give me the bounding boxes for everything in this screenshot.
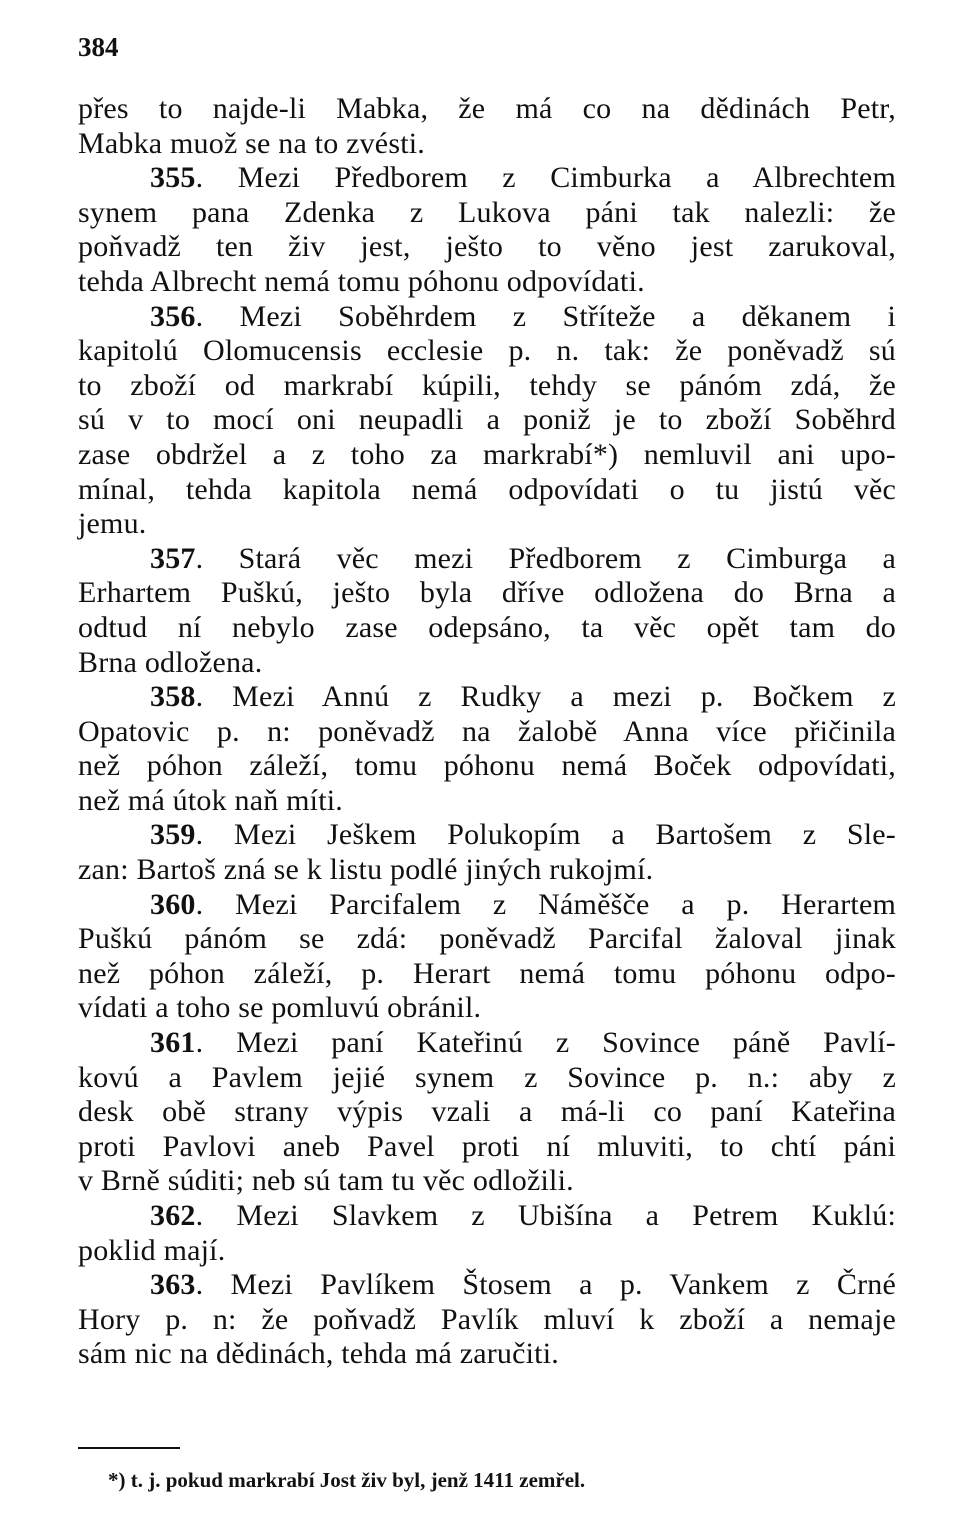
paragraph-number: 358 — [150, 680, 196, 714]
paragraph-360 — [78, 888, 896, 1026]
line-text: sám nic na dědinách, tehda má zaručiti. — [78, 1337, 559, 1371]
text-line: 356. Mezi Soběhrdem z Stříteže a děkanem i — [150, 299, 896, 333]
text-line — [78, 92, 896, 127]
line-text: Mabka muož se na to zvésti. — [78, 126, 425, 160]
paragraph-359 — [78, 818, 896, 887]
line-text: Stará věc mezi Předborem z Cimburga a — [238, 541, 896, 575]
line-text: jemu. — [78, 507, 147, 541]
paragraph-number: 360 — [150, 887, 196, 921]
line-text: Mezi Annú z Rudky a mezi p. Bočkem z — [232, 680, 896, 714]
line-text: Mezi Předborem z Cimburka a Albrechtem — [237, 161, 896, 195]
page-number: 384 — [78, 32, 119, 62]
text-line — [78, 1303, 896, 1338]
line-text: poňvadž ten živ jest, ješto to věno jest zarukoval, — [78, 230, 896, 264]
text-line — [78, 853, 896, 888]
line-text: desk obě strany výpis vzali a má-li co paní Kateřina — [78, 1095, 896, 1129]
line-text: tehda Albrecht nemá tomu póhonu odpovídati. — [78, 264, 645, 298]
paragraph-363 — [78, 1268, 896, 1372]
line-text: v Brně súditi; neb sú tam tu věc odložili. — [78, 1164, 574, 1198]
text-line — [78, 646, 896, 681]
footnote: *) t. j. pokud markrabí Jost živ byl, jenž 1411 zemřel. — [108, 1468, 586, 1492]
line-text: Erhartem Puškú, ješto byla dříve odložena do Brna a — [78, 576, 896, 610]
line-text: než póhon záleží, p. Herart nemá tomu póhonu odpo- — [78, 956, 896, 990]
line-text: než póhon záleží, tomu póhonu nemá Boček odpovídati, — [78, 749, 896, 783]
line-text: Hory p. n: že poňvadž Pavlík mluví k zboží a nemaje — [78, 1302, 896, 1336]
text-line — [78, 611, 896, 646]
line-text: synem pana Zdenka z Lukova páni tak nalezli: že — [78, 195, 896, 229]
text-line — [78, 1130, 896, 1165]
line-text: Mezi Slavkem z Ubišína a Petrem Kuklú: — [236, 1199, 896, 1232]
text-line: 359. Mezi Ješkem Polukopím a Bartošem z Sle- — [150, 818, 896, 852]
paragraph-number: 359 — [150, 818, 196, 852]
text-line: 355. Mezi Předborem z Cimburka a Albrechtem — [150, 161, 896, 195]
paragraph-number: 362 — [150, 1199, 196, 1232]
paragraph-continuation — [78, 92, 896, 161]
paragraph-358 — [78, 680, 896, 818]
text-line: 363. Mezi Pavlíkem Štosem a p. Vankem z Črné — [150, 1268, 896, 1302]
line-text: kovú a Pavlem jejié synem z Sovince p. n.: aby z — [78, 1060, 896, 1094]
line-text: zan: Bartoš zná se k listu podlé jiných rukojmí. — [78, 853, 654, 887]
paragraph-362 — [78, 1199, 896, 1268]
text-line: 362. Mezi Slavkem z Ubišína a Petrem Kuklú: — [150, 1199, 896, 1232]
text-line — [78, 576, 896, 611]
line-text: sú v to mocí oni neupadli a poniž je to zboží Soběhrd — [78, 403, 896, 437]
line-text: Mezi paní Kateřinú z Sovince páně Pavlí- — [236, 1026, 896, 1060]
paragraph-number: 363 — [150, 1268, 196, 1302]
text-line — [78, 265, 896, 300]
text-line — [78, 507, 896, 542]
paragraph-355 — [78, 161, 896, 299]
text-line — [78, 957, 896, 992]
text-line — [78, 1061, 896, 1096]
text-line — [78, 438, 896, 473]
line-text: Opatovic p. n: poněvadž na žalobě Anna více přičinila — [78, 714, 896, 748]
footnote-divider — [78, 1447, 180, 1449]
line-text: proti Pavlovi aneb Pavel proti ní mluviti, to chtí páni — [78, 1129, 896, 1163]
text-line — [78, 369, 896, 404]
text-line: 361. Mezi paní Kateřinú z Sovince páně Pavlí- — [150, 1026, 896, 1060]
line-text: než má útok naň míti. — [78, 783, 343, 817]
paragraph-number: 356 — [150, 299, 196, 333]
line-text: Brna odložena. — [78, 645, 263, 679]
line-text: Mezi Parcifalem z Náměšče a p. Herartem — [235, 887, 897, 921]
line-text: přes to najde-li Mabka, že má co na dědinách Petr, — [78, 92, 896, 125]
text-line — [78, 230, 896, 265]
text-line: 358. Mezi Annú z Rudky a mezi p. Bočkem z — [150, 680, 896, 714]
text-line — [78, 1337, 896, 1372]
line-text: mínal, tehda kapitola nemá odpovídati o tu jistú věc — [78, 472, 896, 506]
text-line — [78, 784, 896, 819]
text-line — [78, 334, 896, 369]
text-line — [78, 1234, 896, 1269]
paragraph-number: 361 — [150, 1026, 196, 1060]
text-line — [78, 127, 896, 162]
line-text: to zboží od markrabí kúpili, tehdy se pánóm zdá, že — [78, 368, 896, 402]
text-line: 360. Mezi Parcifalem z Náměšče a p. Herartem — [150, 887, 897, 921]
line-text: Mezi Ješkem Polukopím a Bartošem z Sle- — [233, 818, 896, 852]
paragraph-number: 355 — [150, 161, 196, 195]
paragraph-356 — [78, 300, 896, 542]
text-line — [78, 922, 896, 957]
line-text: zase obdržel a z toho za markrabí*) nemluvil ani upo- — [78, 437, 896, 471]
text-line — [78, 1095, 896, 1130]
line-text: vídati a toho se pomluvú obránil. — [78, 991, 482, 1025]
line-text: Puškú pánóm se zdá: poněvadž Parcifal žaloval jinak — [78, 922, 896, 956]
text-line — [78, 1164, 896, 1199]
line-text: kapitolú Olomucensis ecclesie p. n. tak: že poněvadž sú — [78, 334, 896, 368]
line-text: odtud ní nebylo zase odepsáno, ta věc opět tam do — [78, 610, 896, 644]
text-line — [78, 473, 896, 508]
paragraph-357 — [78, 542, 896, 680]
text-line — [78, 749, 896, 784]
text-line — [78, 991, 896, 1026]
paragraph-361 — [78, 1026, 896, 1199]
line-text: Mezi Pavlíkem Štosem a p. Vankem z Črné — [230, 1268, 896, 1302]
paragraph-number: 357 — [150, 541, 196, 575]
text-line — [78, 403, 896, 438]
text-line: 357. Stará věc mezi Předborem z Cimburga a — [150, 541, 896, 575]
body-text — [78, 92, 896, 1372]
text-line — [78, 196, 896, 231]
line-text: Mezi Soběhrdem z Stříteže a děkanem i — [239, 299, 896, 333]
text-line — [78, 715, 896, 750]
line-text: poklid mají. — [78, 1233, 226, 1267]
